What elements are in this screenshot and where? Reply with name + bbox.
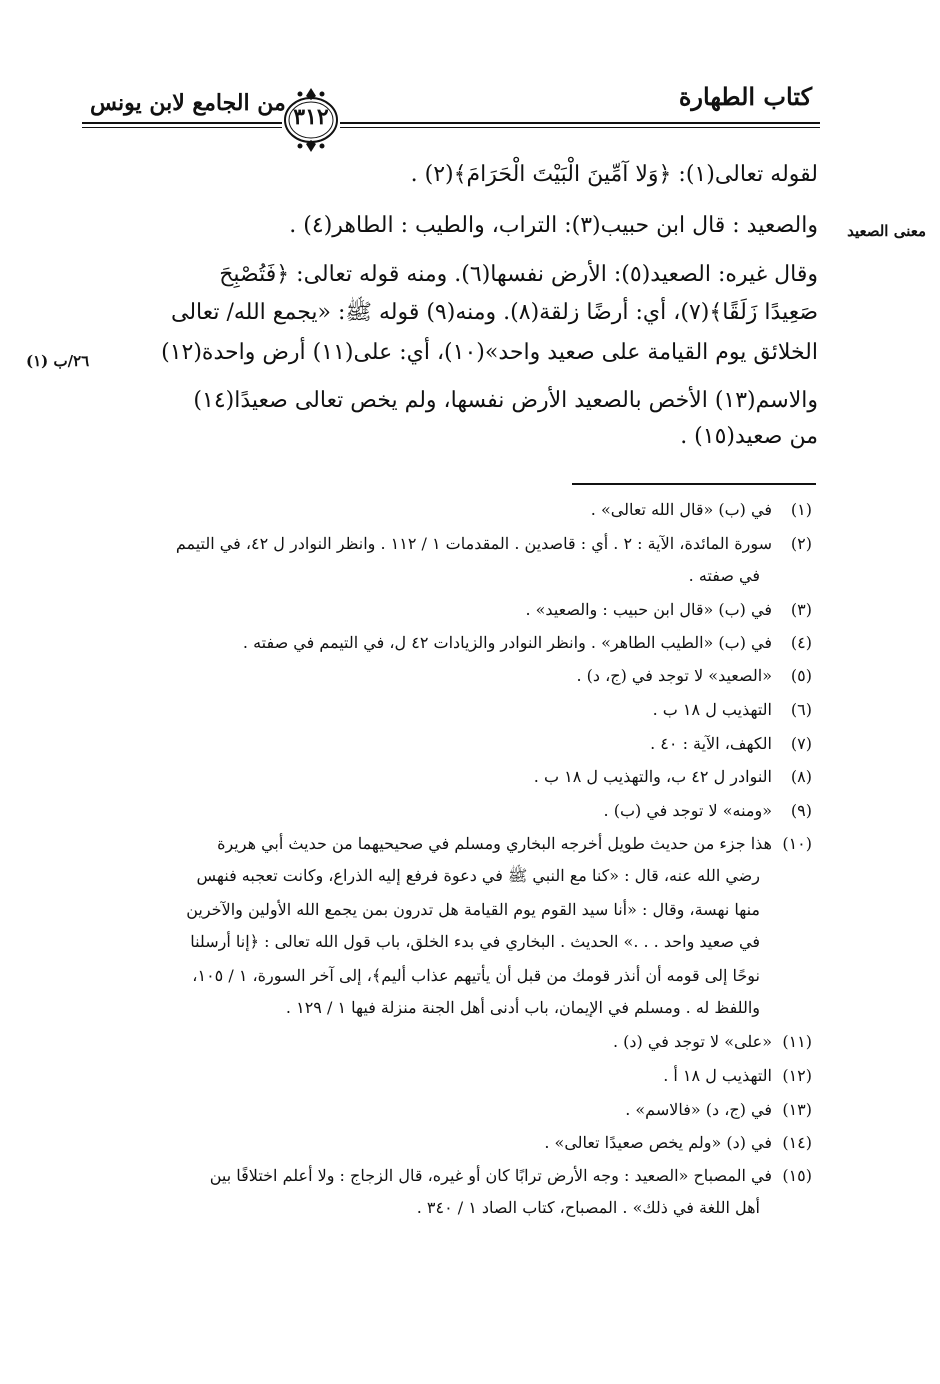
footnote	[604, 801, 812, 820]
body-line: من صعيد(١٥) .	[680, 424, 818, 449]
header-rule	[340, 122, 820, 124]
footnote	[243, 633, 812, 652]
footnote-number: (١٢)	[782, 1066, 812, 1085]
footnote-number: (١٥)	[782, 1166, 812, 1185]
chapter-title: كتاب الطهارة	[678, 82, 812, 111]
footnote-text: التهذيب ل ١٨ ب .	[652, 700, 772, 719]
footnote-number: (٩)	[790, 801, 812, 820]
body-line: والصعيد : قال ابن حبيب(٣): التراب، والطيب : الطاهر(٤) .	[289, 213, 818, 238]
footnote	[653, 700, 812, 719]
book-title: من الجامع لابن يونس	[90, 90, 286, 116]
footnote-number: (٢)	[790, 534, 812, 553]
footnote-number: (٥)	[790, 666, 812, 685]
footnote	[663, 1066, 812, 1085]
footnote-text: في (د) «ولم يخص صعيدًا تعالى» .	[544, 1133, 772, 1152]
footnote-text: النوادر ل ٤٢ ب، والتهذيب ل ١٨ ب .	[533, 767, 772, 786]
margin-note-right: معنى الصعيد	[847, 222, 926, 240]
footnote	[534, 767, 812, 786]
body-line: والاسم(١٣) الأخص بالصعيد الأرض نفسها، ولم يخص تعالى صعيدًا(١٤)	[193, 388, 818, 413]
footnote-text: سورة المائدة، الآية : ٢ . أي : قاصدين . المقدمات ١ / ١١٢ . وانظر النوادر ل ٤٢، في التيمم	[175, 534, 772, 553]
footnote-number: (١٣)	[782, 1100, 812, 1119]
footnote-number: (٧)	[790, 734, 812, 753]
footnote-continuation: في صعيد واحد . . .» الحديث . البخاري في بدء الخلق، باب قول الله تعالى : ﴿إنا أرسلنا	[190, 932, 760, 951]
footnote-number: (٦)	[790, 700, 812, 719]
footnote	[650, 734, 812, 753]
footnote-number: (١)	[790, 500, 812, 519]
footnote	[613, 1032, 812, 1051]
footnote-number: (١١)	[782, 1032, 812, 1051]
page-number: ٣١٢	[293, 104, 329, 130]
footnote-text: في (ب) «قال الله تعالى» .	[590, 500, 772, 519]
footnote-continuation: منها نهسة، وقال : «أنا سيد القوم يوم القيامة هل تدرون بمن يجمع الله الأولين والآخرين	[186, 900, 760, 919]
footnote	[625, 1100, 812, 1119]
footnote-text: في (ج، د) «فالاسم» .	[625, 1100, 772, 1119]
body-line: الخلائق يوم القيامة على صعيد واحد»(١٠)، أي: على(١١) أرض واحدة(١٢)	[161, 340, 818, 365]
footnote-text: الكهف، الآية : ٤٠ .	[650, 734, 772, 753]
footnote	[217, 834, 812, 853]
footnote-text: «على» لا توجد في (د) .	[613, 1032, 772, 1051]
footnote-separator	[572, 483, 816, 485]
body-line: صَعِيدًا زَلَقًا﴾(٧)، أي: أرضًا زلقة(٨). ومنه(٩) قوله ﷺ: «يجمع الله/ تعالى	[171, 300, 818, 325]
footnote-number: (٤)	[790, 633, 812, 652]
footnote-text: هذا جزء من حديث طويل أخرجه البخاري ومسلم في صحيحيهما من حديث أبي هريرة	[217, 834, 772, 853]
header-rule	[82, 122, 282, 124]
footnote-text: «الصعيد» لا توجد في (ج، د) .	[576, 666, 772, 685]
footnote-number: (١٤)	[782, 1133, 812, 1152]
footnote-continuation: رضي الله عنه، قال : «كنا مع النبي ﷺ في دعوة فرفع إليه الذراع، وكانت تعجبه فنهس	[196, 866, 760, 885]
footnote-continuation: في صفته .	[688, 566, 760, 585]
body-line: لقوله تعالى(١): ﴿وَلا آمِّينَ الْبَيْتَ الْحَرَامَ﴾(٢) .	[410, 162, 818, 187]
footnote-continuation: أهل اللغة في ذلك» . المصباح، كتاب الصاد ١ / ٣٤٠ .	[416, 1198, 760, 1217]
footnote-text: في (ب) «الطيب الطاهر» . وانظر النوادر والزيادات ٤٢ ل، في التيمم في صفته .	[242, 633, 772, 652]
footnote	[576, 666, 812, 685]
footnote-continuation: واللفظ له . ومسلم في الإيمان، باب أدنى أهل الجنة منزلة فيها ١ / ١٢٩ .	[285, 998, 760, 1017]
footnote	[176, 534, 812, 553]
footnote	[525, 600, 812, 619]
footnote-text: في المصباح «الصعيد : وجه الأرض ترابًا كان أو غيره، قال الزجاج : ولا أعلم اختلافًا بين	[209, 1166, 772, 1185]
body-line: وقال غيره: الصعيد(٥): الأرض نفسها(٦). ومنه قوله تعالى: ﴿فَتُصْبِحَ	[219, 262, 818, 287]
footnote-text: «ومنه» لا توجد في (ب) .	[603, 801, 772, 820]
footnote-text: في (ب) «قال ابن حبيب : والصعيد» .	[525, 600, 772, 619]
header-rule	[82, 127, 282, 128]
header-rule	[340, 127, 820, 128]
footnote-text: التهذيب ل ١٨ أ .	[663, 1066, 772, 1085]
footnote-continuation: نوحًا إلى قومه أن أنذر قومك من قبل أن يأتيهم عذاب أليم﴾، إلى آخر السورة، ١ / ١٠٥،	[192, 966, 760, 985]
footnote	[210, 1166, 812, 1185]
footnote-number: (٣)	[790, 600, 812, 619]
footnote-number: (٨)	[790, 767, 812, 786]
footnote	[591, 500, 812, 519]
footnote-number: (١٠)	[782, 834, 812, 853]
footnote	[544, 1133, 812, 1152]
margin-note-left: ٢٦/ب (١)	[26, 352, 90, 370]
